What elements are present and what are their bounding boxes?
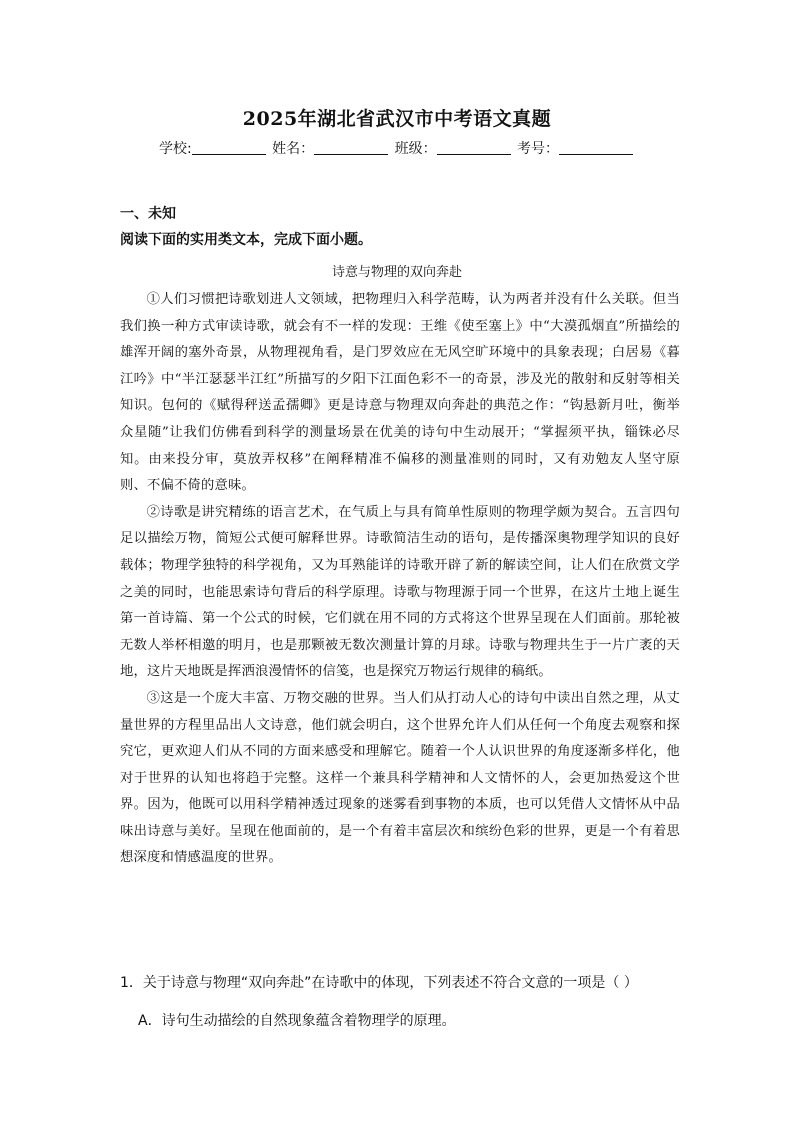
- name-label: 姓名：: [272, 141, 315, 157]
- question-stem: 1．关于诗意与物理“双向奔赴”在诗歌中的体现，下列表述不符合文意的一项是（ ）: [120, 975, 638, 991]
- reading-instruction: 阅读下面的实用类文本，完成下面小题。: [120, 232, 372, 248]
- article-body: [120, 287, 680, 872]
- article-title: 诗意与物理的双向奔赴: [331, 265, 462, 280]
- school-label: 学校:: [158, 141, 192, 157]
- article-paragraph-1: ①人们习惯把诗歌划进人文领域，把物理归入科学范畴，认为两者并没有什么关联。但当我们换一种方式审读诗歌，就会有不一样的发现：王维《使至塞上》中“大漠孤烟直”所描绘的雄浑开阔的塞外奇景，从物理视角看，是门罗效应在无风空旷环境中的具象表现；白居易《暮江吟》中“半江瑟瑟半江红”所描写的夕阳下江面色彩不一的奇景，涉及光的散射和反射等相关知识。包何的《赋得秤送孟孺卿》更是诗意与物理双向奔赴的典范之作：“钩悬新月吐，衡举众星随”让我们仿佛看到科学的测量场景在优美的诗句中生动展开；“掌握须平执，锱铢必尽知。由来投分审，莫放弄权移”在阐释精准不偏移的测量准则的同时，又有劝勉友人坚守原则、不偏不倚的意味。: [120, 292, 680, 494]
- question-option-a[interactable]: A．诗句生动描绘的自然现象蕴含着物理学的原理。: [138, 1013, 456, 1029]
- exam-no-blank[interactable]: [559, 140, 633, 155]
- class-label: 班级：: [394, 141, 437, 157]
- student-info-row: [0, 138, 794, 158]
- section-heading: 一、未知: [120, 206, 176, 222]
- page-title: 2025年湖北省武汉市中考语文真题: [242, 108, 552, 130]
- exam-no-label: 考号：: [517, 141, 560, 157]
- article-paragraph-2: ②诗歌是讲究精练的语言艺术，在气质上与具有简单性原则的物理学颇为契合。五言四句足以描绘万物，简短公式便可解释世界。诗歌简洁生动的语句，是传播深奥物理学知识的良好载体；物理学独特的科学视角，又为耳熟能详的诗歌开辟了新的解读空间，让人们在欣赏文学之美的同时，也能思索诗句背后的科学原理。诗歌与物理源于同一个世界，在这片土地上诞生第一首诗篇、第一个公式的时候，它们就在用不同的方式将这个世界呈现在人们面前。那轮被无数人举杯相邀的明月，也是那颗被无数次测量计算的月球。诗歌与物理共生于一片广袤的天地，这片天地既是挥洒浪漫情怀的信笺，也是探究万物运行规律的稿纸。: [120, 504, 680, 680]
- name-blank[interactable]: [314, 140, 388, 155]
- school-blank[interactable]: [192, 140, 266, 155]
- article-paragraph-3: ③这是一个庞大丰富、万物交融的世界。当人们从打动人心的诗句中读出自然之理，从丈量世界的方程里品出人文诗意，他们就会明白，这个世界允许人们从任何一个角度去观察和探究它，更欢迎人们从不同的方面来感受和理解它。随着一个人认识世界的角度逐渐多样化，他对于世界的认知也将趋于完整。这样一个兼具科学精神和人文情怀的人，会更加热爱这个世界。因为，他既可以用科学精神透过现象的迷雾看到事物的本质，也可以凭借人文情怀从中品味出诗意与美好。呈现在他面前的，是一个有着丰富层次和缤纷色彩的世界，更是一个有着思想深度和情感温度的世界。: [120, 690, 680, 866]
- class-blank[interactable]: [437, 140, 511, 155]
